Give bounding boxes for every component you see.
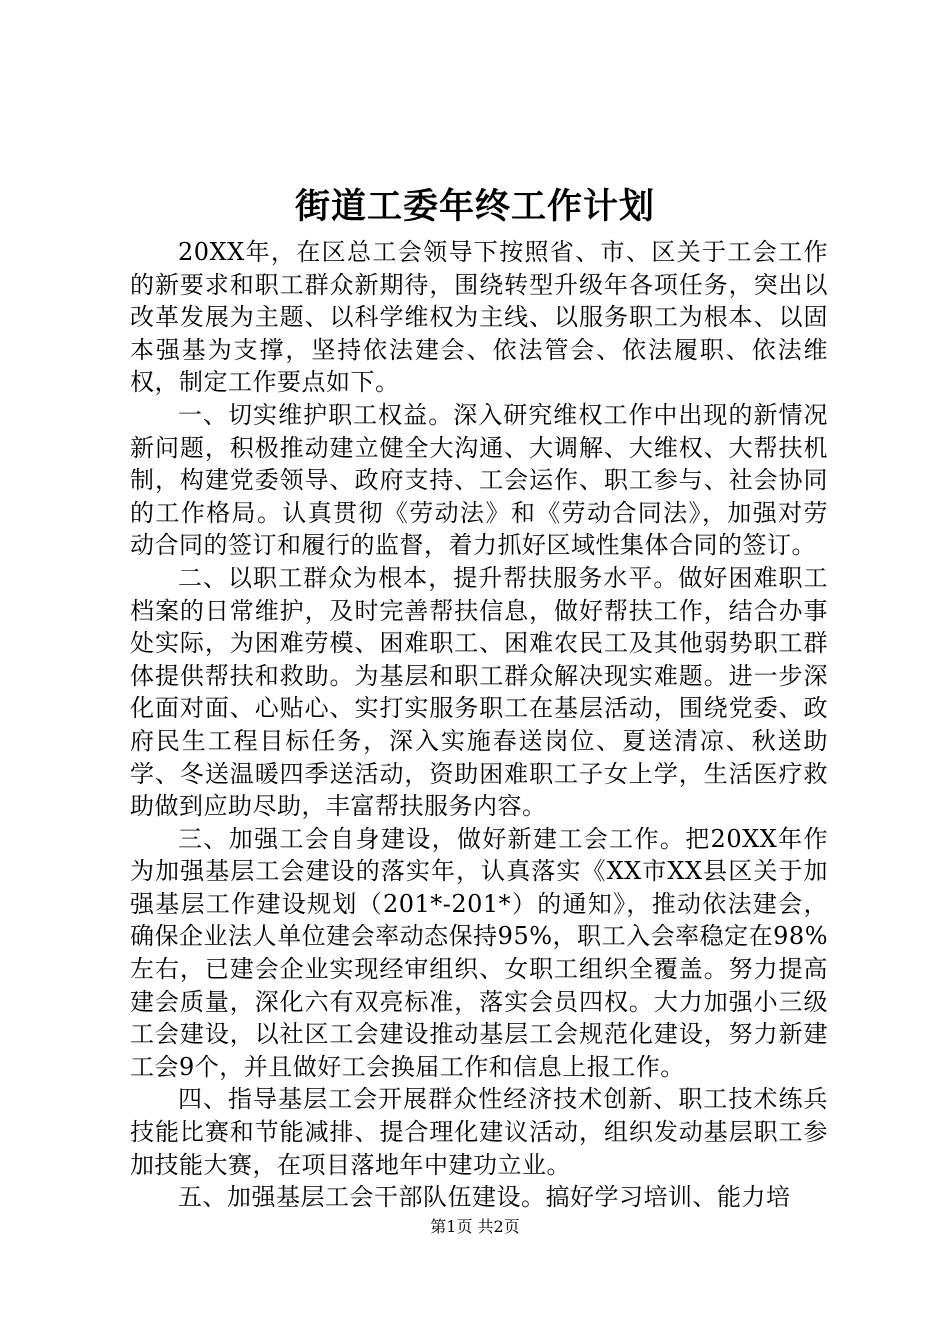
paragraph-section-1: 一、切实维护职工权益。深入研究维权工作中出现的新情况新问题，积极推动建立健全大沟通、大调解、大维权、大帮扶机制，构建党委领导、政府支持、工会运作、职工参与、社会协同的工作格局。认真贯彻《劳动法》和《劳动合同法》，加强对劳动合同的签订和履行的监督，着力抓好区域性集体合同的签订。 bbox=[130, 400, 828, 560]
paragraph-section-2: 二、以职工群众为根本，提升帮扶服务水平。做好困难职工档案的日常维护，及时完善帮扶信息，做好帮扶工作，结合办事处实际，为困难劳模、困难职工、困难农民工及其他弱势职工群体提供帮扶和救助。为基层和职工群众解决现实难题。进一步深化面对面、心贴心、实打实服务职工在基层活动，围绕党委、政府民生工程目标任务，深入实施春送岗位、夏送清凉、秋送助学、冬送温暖四季送活动，资助困难职工子女上学，生活医疗救助做到应助尽助，丰富帮扶服务内容。 bbox=[130, 563, 828, 821]
document-body bbox=[130, 236, 828, 1214]
page-footer: 第1页 共2页 bbox=[430, 1217, 520, 1236]
document-title: 街道工委年终工作计划 bbox=[294, 186, 655, 227]
paragraph-section-4: 四、指导基层工会开展群众性经济技术创新、职工技术练兵技能比赛和节能减排、提合理化建议活动，组织发动基层职工参加技能大赛，在项目落地年中建功立业。 bbox=[130, 1085, 828, 1179]
paragraph-section-5: 五、加强基层工会干部队伍建设。搞好学习培训、能力培 bbox=[178, 1183, 791, 1212]
paragraph-intro: 20XX年，在区总工会领导下按照省、市、区关于工会工作的新要求和职工群众新期待，围绕转型升级年各项任务，突出以改革发展为主题、以科学维权为主线、以服务职工为根本、以固本强基为支撑，坚持依法建会、依法管会、依法履职、依法维权，制定工作要点如下。 bbox=[130, 238, 828, 397]
paragraph-section-3: 三、加强工会自身建设，做好新建工会工作。把20XX年作为加强基层工会建设的落实年，认真落实《XX市XX县区关于加强基层工作建设规划（201*-201*）的通知》，推动依法建会，确保企业法人单位建会率动态保持95%，职工入会率稳定在98%左右，已建会企业实现经审组织、女职工组织全覆盖。努力提高建会质量，深化六有双亮标准，落实会员四权。大力加强小三级工会建设，以社区工会建设推动基层工会规范化建设，努力新建工会9个，并且做好工会换届工作和信息上报工作。 bbox=[130, 824, 828, 1081]
